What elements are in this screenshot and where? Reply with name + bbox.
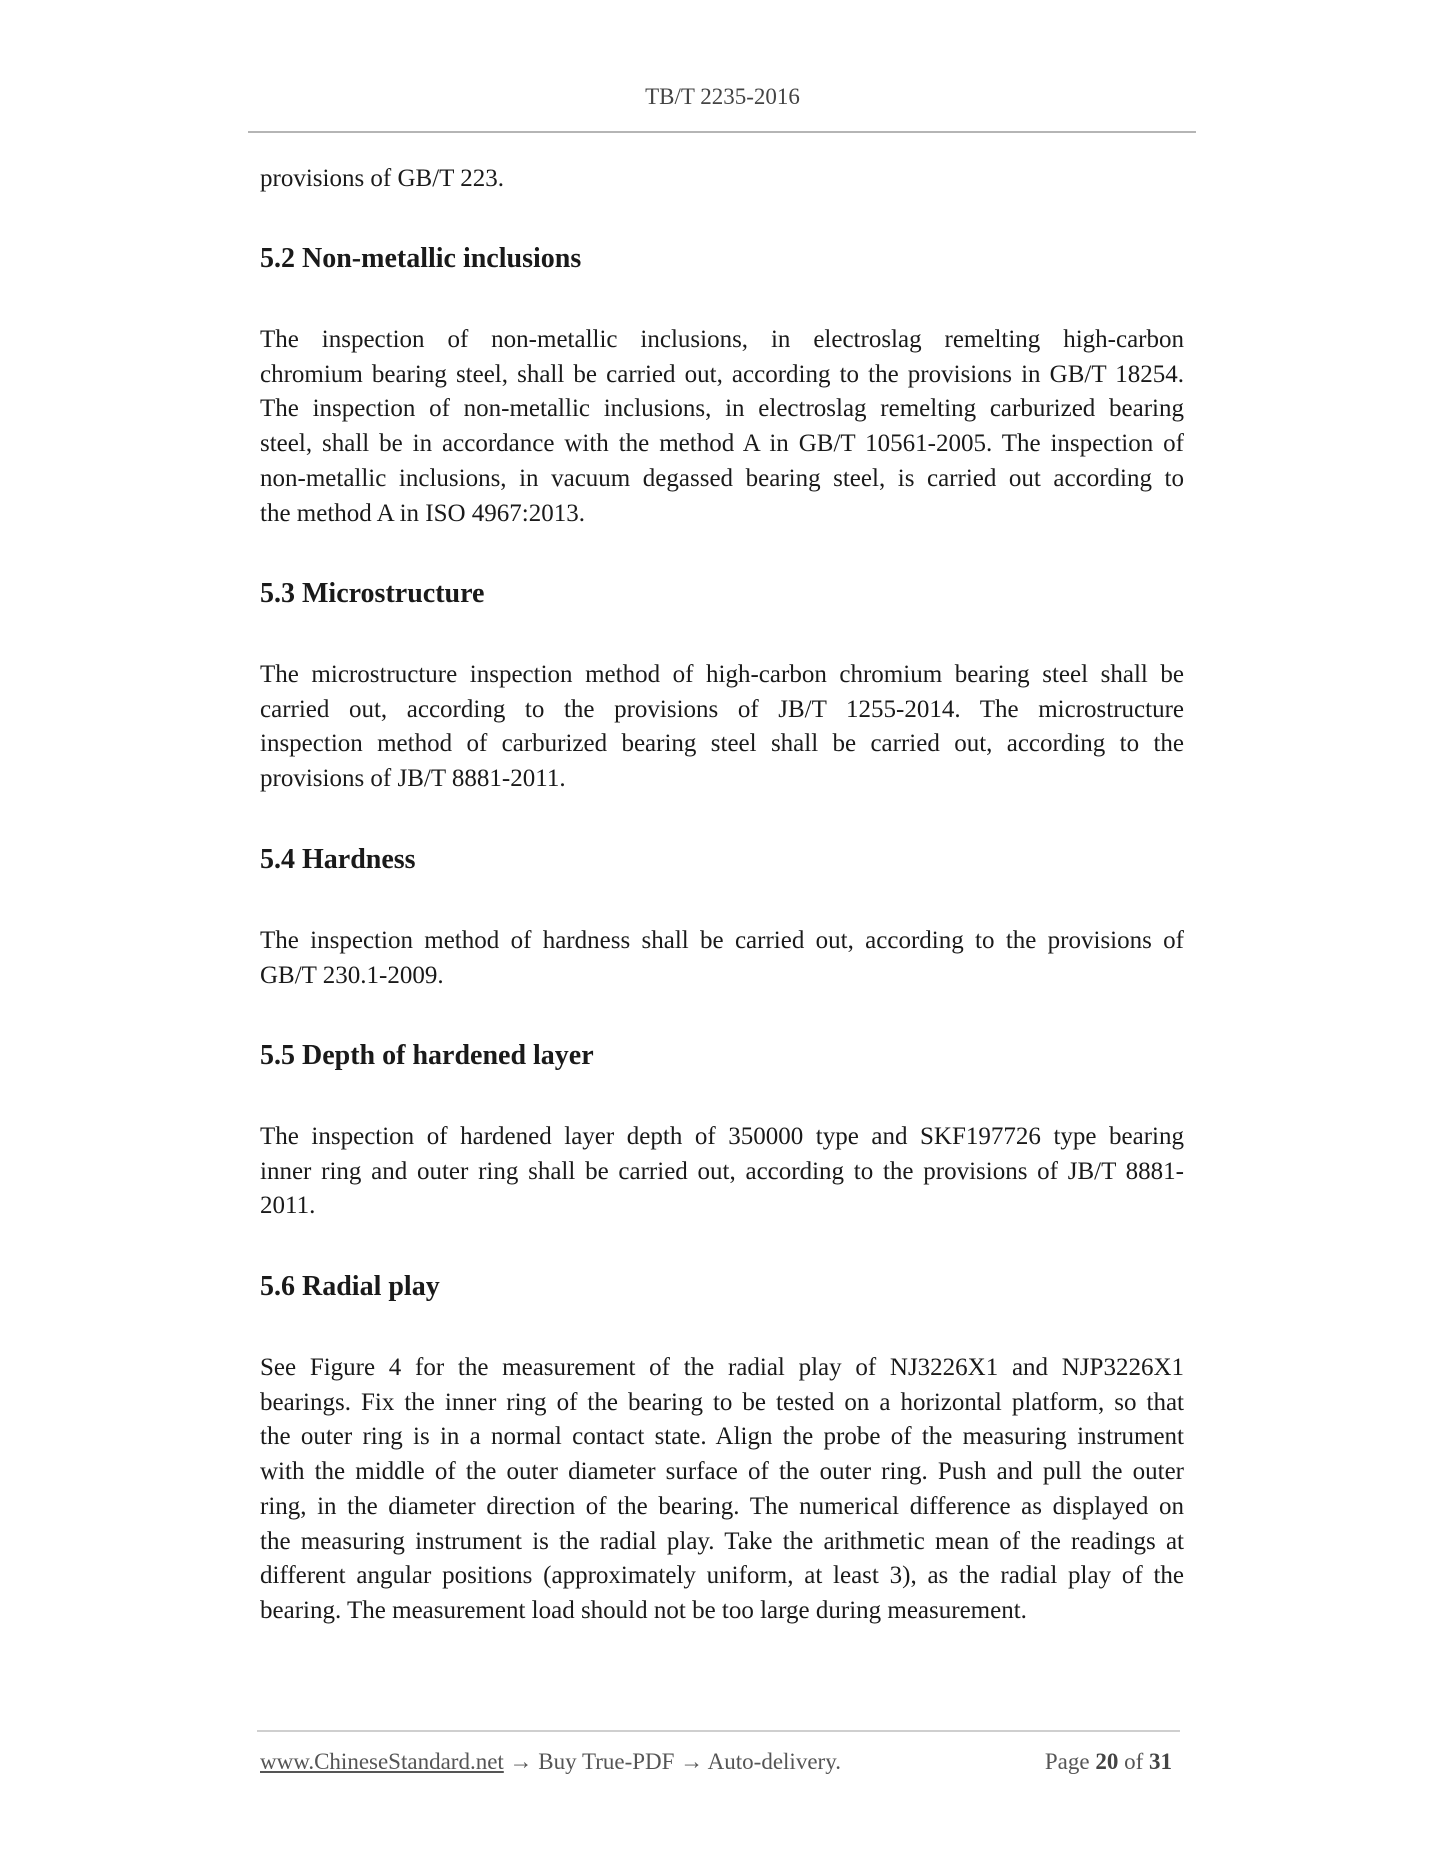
paragraph-line: with the middle of the outer diameter surface of the outer ring. Push and pull the outer — [260, 1458, 1184, 1486]
paragraph-line: inner ring and outer ring shall be carried out, according to the provisions of JB/T 8881- — [260, 1157, 1184, 1185]
paragraph-line: GB/T 230.1-2009. — [260, 961, 444, 989]
arrow-icon: → — [680, 1749, 704, 1774]
paragraph-line: See Figure 4 for the measurement of the radial play of NJ3226X1 and NJP3226X1 — [260, 1354, 1184, 1381]
section-paragraph — [260, 658, 1184, 797]
footer — [260, 1749, 1180, 1775]
paragraph-line: inspection method of carburized bearing steel shall be carried out, according to the — [260, 730, 1184, 758]
page-number: 20 — [1095, 1749, 1119, 1774]
paragraph-line: different angular positions (approximately uniform, at least 3), as the radial play of the — [260, 1562, 1184, 1590]
section-heading: 5.2 Non-metallic inclusions — [260, 243, 582, 274]
paragraph-line: non-metallic inclusions, in vacuum degassed bearing steel, is carried out according to — [260, 464, 1184, 492]
paragraph-line: the method A in ISO 4967:2013. — [260, 499, 585, 527]
section-heading: 5.3 Microstructure — [260, 578, 485, 609]
website-link[interactable]: www.ChineseStandard.net — [260, 1749, 504, 1774]
paragraph-line: steel, shall be in accordance with the method A in GB/T 10561-2005. The inspection of — [260, 430, 1184, 458]
page-indicator — [1045, 1749, 1180, 1775]
paragraph-line: The inspection of non-metallic inclusions, in electroslag remelting high-carbon — [260, 326, 1184, 353]
section-heading: 5.4 Hardness — [260, 844, 416, 875]
section-paragraph — [260, 924, 1184, 993]
section-heading: 5.5 Depth of hardened layer — [260, 1040, 594, 1071]
delivery-text: Auto-delivery. — [707, 1749, 841, 1774]
paragraph-line: provisions of GB/T 223. — [260, 165, 504, 192]
section-heading: 5.6 Radial play — [260, 1271, 440, 1302]
paragraph-line: bearing. The measurement load should not be too large during measurement. — [260, 1596, 1027, 1624]
paragraph-line: The microstructure inspection method of high-carbon chromium bearing steel shall be — [260, 661, 1184, 688]
section-paragraph — [260, 323, 1184, 531]
paragraph-line: The inspection of non-metallic inclusions, in electroslag remelting carburized bearing — [260, 395, 1184, 423]
footer-divider — [257, 1730, 1180, 1732]
paragraph-line: ring, in the diameter direction of the bearing. The numerical difference as displayed on — [260, 1492, 1184, 1520]
paragraph-line: The inspection method of hardness shall be carried out, according to the provisions of — [260, 927, 1184, 954]
paragraph-line: The inspection of hardened layer depth of 350000 type and SKF197726 type bearing — [260, 1123, 1184, 1150]
of-label: of — [1124, 1749, 1144, 1774]
header-divider — [248, 131, 1196, 133]
paragraph-line: chromium bearing steel, shall be carried out, according to the provisions in GB/T 18254. — [260, 360, 1184, 388]
paragraph-line: the outer ring is in a normal contact state. Align the probe of the measuring instrument — [260, 1423, 1184, 1451]
paragraph-line: the measuring instrument is the radial play. Take the arithmetic mean of the readings at — [260, 1527, 1184, 1555]
page-total: 31 — [1149, 1749, 1172, 1774]
buy-text: Buy True-PDF — [538, 1749, 675, 1774]
arrow-icon: → — [509, 1749, 533, 1774]
page-label: Page — [1044, 1749, 1090, 1774]
section-paragraph — [260, 1120, 1184, 1224]
paragraph-line: carried out, according to the provisions of JB/T 1255-2014. The microstructure — [260, 695, 1184, 723]
document-code-header: TB/T 2235-2016 — [645, 84, 800, 109]
footer-links — [260, 1749, 841, 1775]
paragraph-line: 2011. — [260, 1192, 316, 1220]
intro-paragraph — [260, 162, 1184, 197]
paragraph-line: bearings. Fix the inner ring of the bearing to be tested on a horizontal platform, so that — [260, 1388, 1184, 1416]
section-paragraph — [260, 1351, 1184, 1629]
paragraph-line: provisions of JB/T 8881-2011. — [260, 765, 566, 793]
